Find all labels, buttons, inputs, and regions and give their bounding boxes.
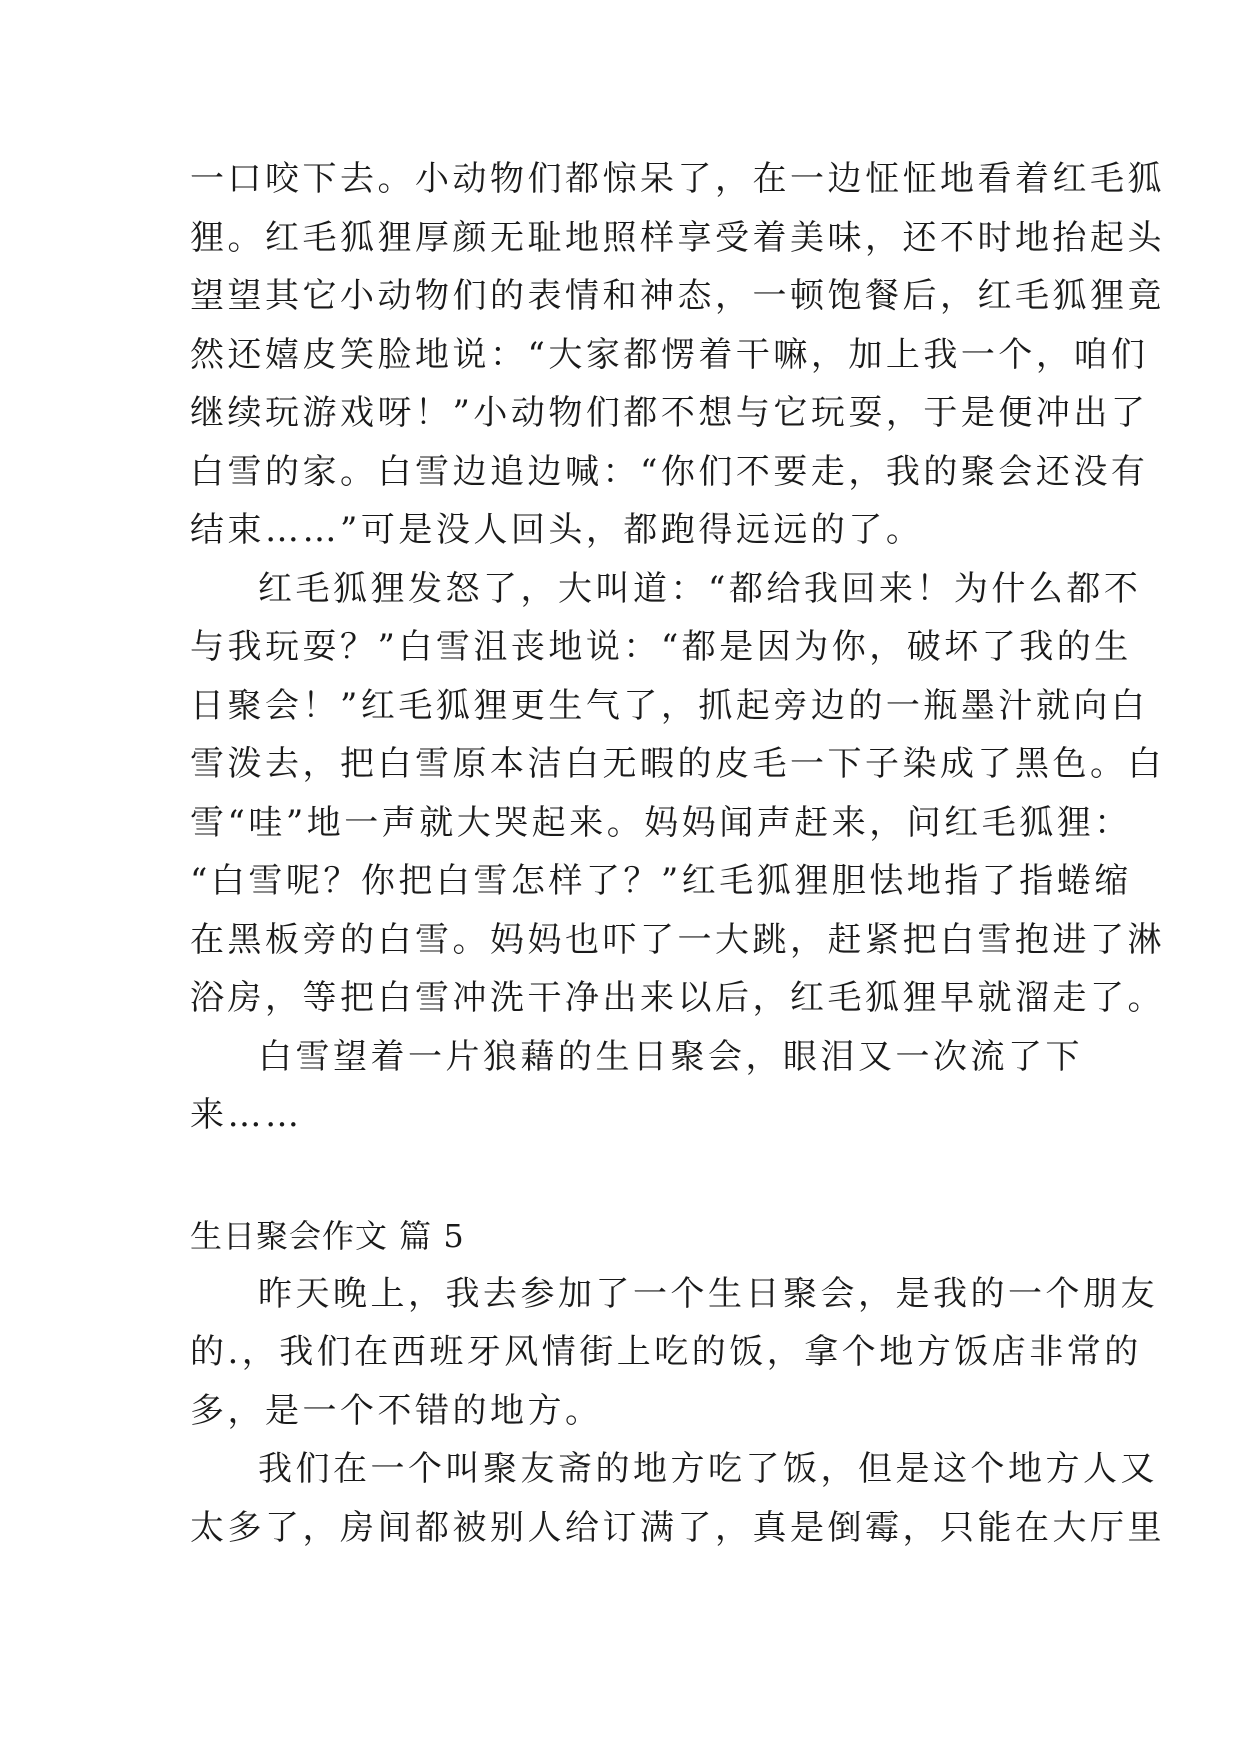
text-line: 白雪的家。白雪边追边喊：“你们不要走，我的聚会还没有 bbox=[190, 451, 1149, 492]
text-line: 然还嬉皮笑脸地说：“大家都愣着干嘛，加上我一个，咱们 bbox=[190, 334, 1149, 375]
text-line: 与我玩耍？”白雪沮丧地说：“都是因为你，破坏了我的生 bbox=[190, 627, 1132, 667]
text-line: 望望其它小动物们的表情和神态，一顿饱餐后，红毛狐狸竟 bbox=[190, 276, 1165, 316]
text-line: 在黑板旁的白雪。妈妈也吓了一大跳，赶紧把白雪抱进了淋 bbox=[190, 919, 1165, 960]
text-line: 浴房，等把白雪冲洗干净出来以后，红毛狐狸早就溜走了。 bbox=[190, 978, 1165, 1018]
spacer bbox=[190, 1145, 1060, 1207]
text-line: “白雪呢？你把白雪怎样了？”红毛狐狸胆怯地指了指蜷缩 bbox=[190, 861, 1132, 901]
paragraph bbox=[190, 1265, 1158, 1441]
text-line: 来…… bbox=[190, 1095, 303, 1135]
paragraph bbox=[190, 150, 1165, 560]
text-line: 雪泼去，把白雪原本洁白无暇的皮毛一下子染成了黑色。白 bbox=[190, 744, 1165, 784]
text-line: 日聚会！”红毛狐狸更生气了，抓起旁边的一瓶墨汁就向白 bbox=[190, 685, 1149, 726]
text-line: 狸。红毛狐狸厚颜无耻地照样享受着美味，还不时地抬起头 bbox=[190, 217, 1165, 258]
text-line: 结束……”可是没人回头，都跑得远远的了。 bbox=[190, 510, 924, 550]
text-line: 的.，我们在西班牙风情街上吃的饭，拿个地方饭店非常的 bbox=[190, 1332, 1142, 1372]
paragraph bbox=[190, 1028, 1083, 1145]
text-line: 雪“哇”地一声就大哭起来。妈妈闻声赶来，问红毛狐狸： bbox=[190, 802, 1132, 843]
text-line: 我们在一个叫聚友斋的地方吃了饭，但是这个地方人又 bbox=[258, 1449, 1158, 1489]
text-line: 一口咬下去。小动物们都惊呆了，在一边怔怔地看着红毛狐 bbox=[190, 159, 1165, 199]
section-title: 生日聚会作文 篇 5 bbox=[190, 1216, 465, 1255]
paragraph bbox=[190, 1440, 1165, 1557]
text-line: 太多了，房间都被别人给订满了，真是倒霉，只能在大厅里 bbox=[190, 1507, 1165, 1548]
document-page bbox=[190, 150, 1165, 1557]
paragraph bbox=[190, 560, 1165, 1028]
text-line: 红毛狐狸发怒了，大叫道：“都给我回来！为什么都不 bbox=[258, 568, 1142, 609]
text-line: 继续玩游戏呀！”小动物们都不想与它玩耍，于是便冲出了 bbox=[190, 393, 1149, 433]
text-line: 昨天晚上，我去参加了一个生日聚会，是我的一个朋友 bbox=[258, 1273, 1158, 1314]
text-line: 白雪望着一片狼藉的生日聚会，眼泪又一次流了下 bbox=[258, 1036, 1083, 1077]
text-line: 多，是一个不错的地方。 bbox=[190, 1390, 603, 1431]
